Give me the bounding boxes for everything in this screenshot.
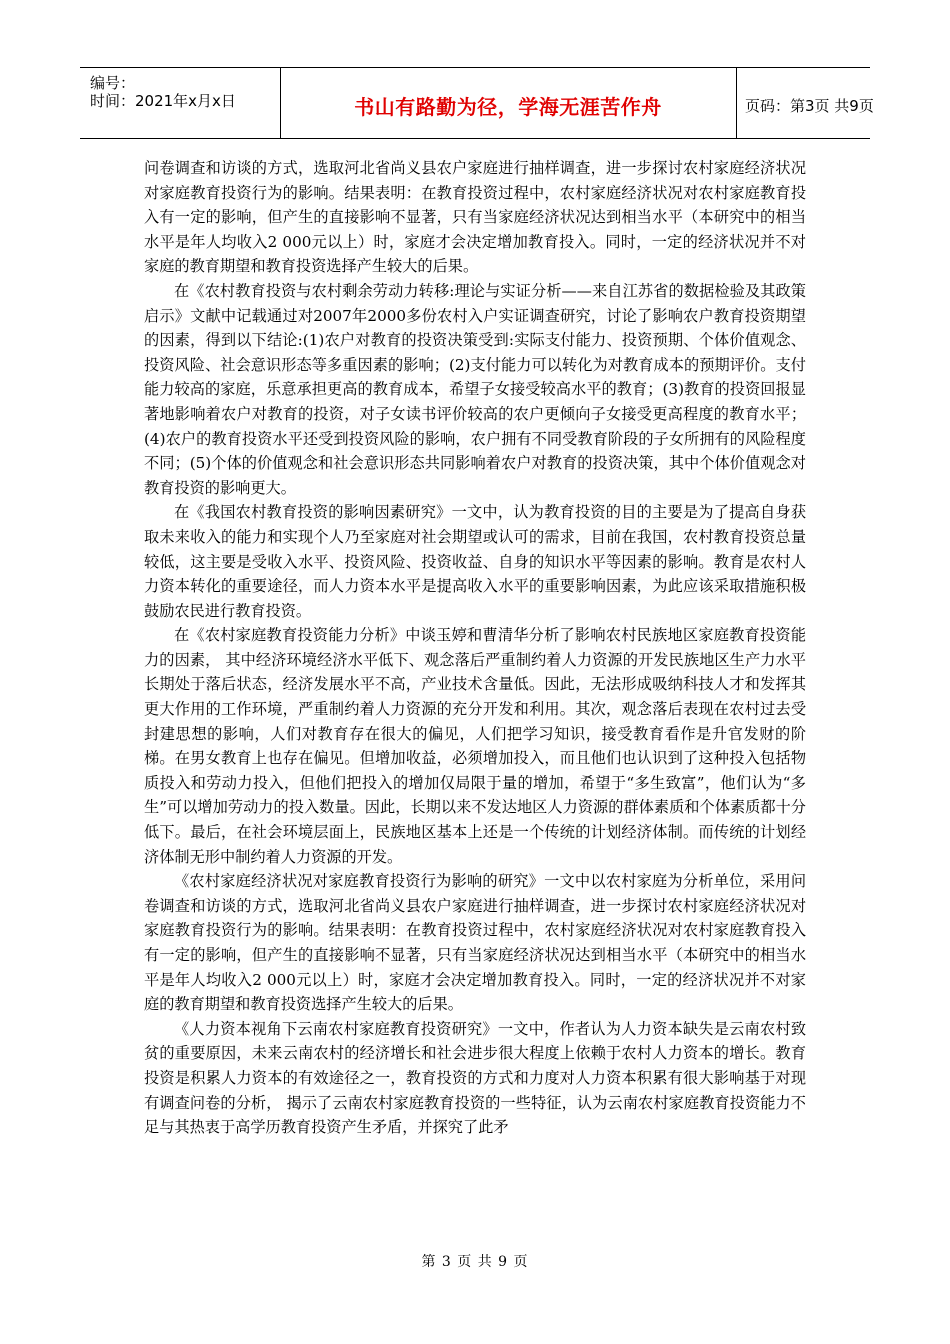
document-number-label: 编号： (90, 74, 136, 92)
header-meta (80, 68, 280, 138)
document-time-label: 时间：2021年x月x日 (90, 92, 236, 110)
body-paragraph: 《农村家庭经济状况对家庭教育投资行为影响的研究》一文中以农村家庭为分析单位，采用问卷调查和访谈的方式，选取河北省尚义县农户家庭进行抽样调查，进一步探讨农村家庭经济状况对家庭教育投资行为的影响。结果表明：在教育投资过程中，农村家庭经济状况对农村家庭教育投入有一定的影响，但产生的直接影响不显著，只有当家庭经济状况达到相当水平（本研究中的相当水平是年人均收入2 000元以上）时，家庭才会决定增加教育投入。同时，一定的经济状况并不对家庭的教育期望和教育投资选择产生较大的后果。 (144, 872, 806, 1014)
body-paragraph: 在《我国农村教育投资的影响因素研究》一文中，认为教育投资的目的主要是为了提高自身获取未来收入的能力和实现个人乃至家庭对社会期望或认可的需求，目前在我国，农村教育投资总量较低，这主要是受收入水平、投资风险、投资收益、自身的知识水平等因素的影响。教育是农村人力资本转化的重要途径，而人力资本水平是提高收入水平的重要影响因素，为此应该采取措施积极鼓励农民进行教育投资。 (144, 503, 806, 620)
header-motto: 书山有路勤为径，学海无涯苦作舟 (354, 94, 662, 119)
body-paragraph: 《人力资本视角下云南农村家庭教育投资研究》一文中，作者认为人力资本缺失是云南农村致贫的重要原因，未来云南农村的经济增长和社会进步很大程度上依赖于农村人力资本的增长。教育投资是积累人力资本的有效途径之一，教育投资的方式和力度对人力资本积累有很大影响基于对现有调查问卷的分析， 揭示了云南农村家庭教育投资的一些特征，认为云南农村家庭教育投资能力不足与其热衷于高学历教育投资产生矛盾，并探究了此矛 (144, 1019, 806, 1137)
page-header (80, 67, 874, 139)
body-paragraph: 在《农村教育投资与农村剩余劳动力转移:理论与实证分析——来自江苏省的数据检验及其政策启示》文献中记载通过对2007年2000多份农村入户实证调查研究，讨论了影响农户教育投资期望的因素，得到以下结论:(1)农户对教育的投资决策受到:实际支付能力、投资预期、个体价值观念、投资风险、社会意识形态等多重因素的影响；(2)支付能力可以转化为对教育成本的预期评价。支付能力较高的家庭，乐意承担更高的教育成本，希望子女接受较高水平的教育；(3)教育的投资回报显著地影响着农户对教育的投资，对子女读书评价较高的农户更倾向子女接受更高程度的教育水平；(4)农户的教育投资水平还受到投资风险的影响，农户拥有不同受教育阶段的子女所拥有的风险程度不同；(5)个体的价值观念和社会意识形态共同影响着农户对教育的投资决策，其中个体价值观念对教育投资的影响更大。 (144, 281, 806, 497)
header-motto-cell (281, 68, 735, 138)
body-paragraph: 在《农村家庭教育投资能力分析》中谈玉婷和曹清华分析了影响农村民族地区家庭教育投资能力的因素， 其中经济环境经济水平低下、观念落后严重制约着人力资源的开发民族地区生产力水平长期处于落后状态，经济发展水平不高，产业技术含量低。因此，无法形成吸纳科技人才和发挥其更大作用的工作环境，严重制约着人力资源的充分开发和利用。其次，观念落后表现在农村过去受封建思想的影响，人们对教育存在很大的偏见，人们把学习知识，接受教育看作是升官发财的阶梯。在男女教育上也存在偏见。但增加收益，必须增加投入，而且他们也认识到了这种投入包括物质投入和劳动力投入，但他们把投入的增加仅局限于量的增加，希望于“多生致富”，他们认为“多生”可以增加劳动力的投入数量。因此，长期以来不发达地区人力资源的群体素质和个体素质都十分低下。最后，在社会环境层面上，民族地区基本上还是一个传统的计划经济体制。而传统的计划经济体制无形中制约着人力资源的开发。 (144, 626, 806, 866)
header-page-cell (737, 68, 874, 138)
body-paragraph: 问卷调查和访谈的方式，选取河北省尚义县农户家庭进行抽样调查，进一步探讨农村家庭经济状况对家庭教育投资行为的影响。结果表明：在教育投资过程中，农村家庭经济状况对农村家庭教育投入有一定的影响，但产生的直接影响不显著，只有当家庭经济状况达到相当水平（本研究中的相当水平是年人均收入2 000元以上）时，家庭才会决定增加教育投入。同时，一定的经济状况并不对家庭的教育期望和教育投资选择产生较大的后果。 (144, 159, 806, 276)
document-body (144, 156, 806, 1140)
page-footer: 第 3 页 共 9 页 (421, 1254, 529, 1270)
header-page-number: 页码：第3页 共9页 (745, 96, 874, 115)
